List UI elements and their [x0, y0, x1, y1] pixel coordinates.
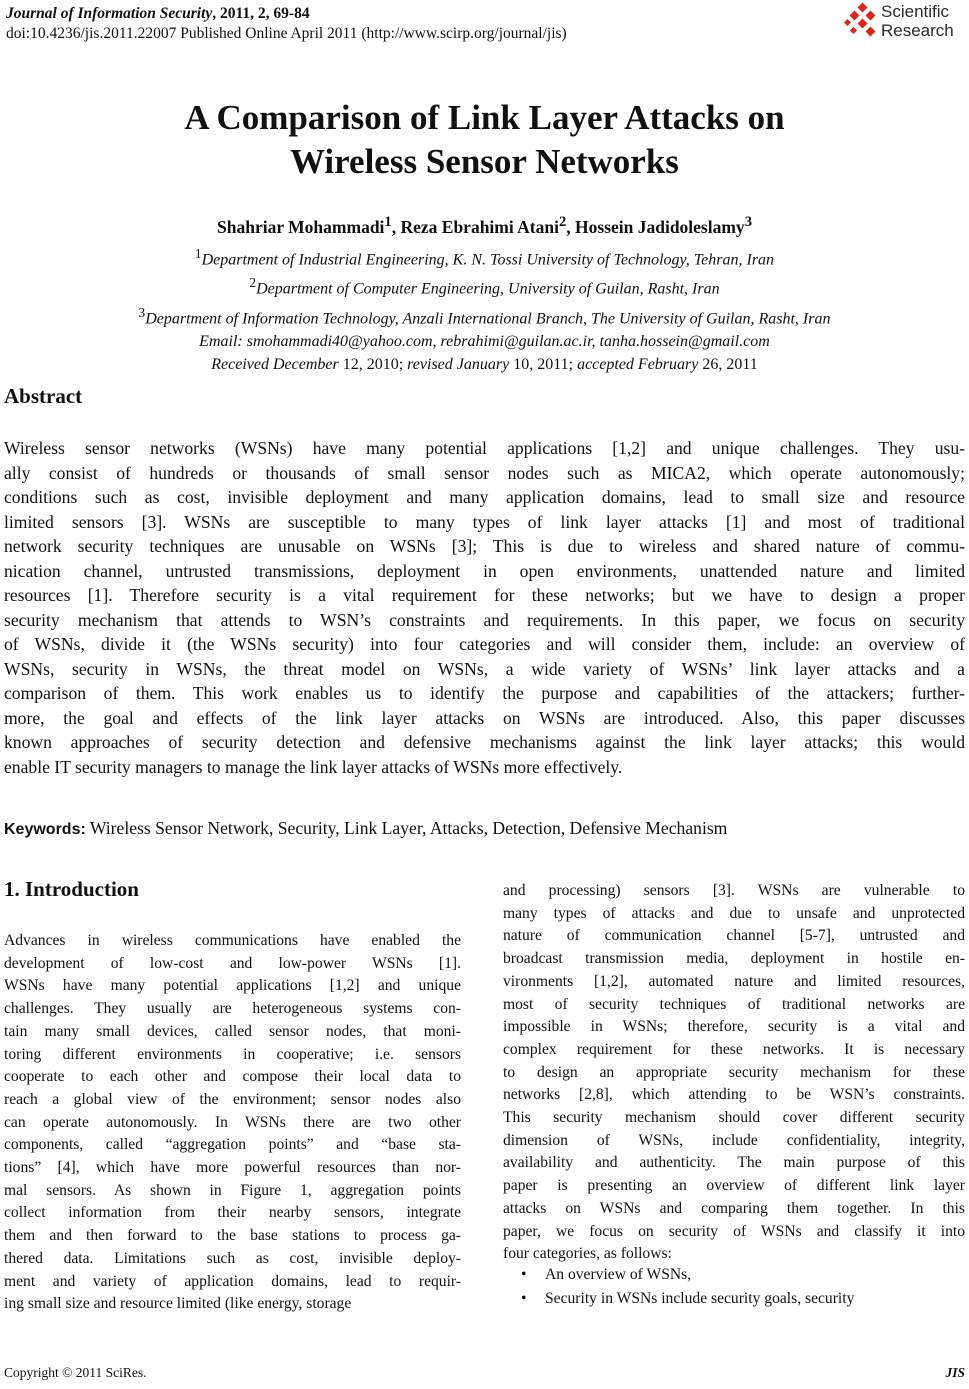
text-line: broadcast transmission media, deployment in hostile en- — [503, 950, 965, 968]
text-line: ing small size and resource limited (like energy, storage — [4, 1295, 352, 1313]
text-line: WSNs, security in WSNs, the threat model on WSNs, a wide variety of WSNs’ link layer attacks and a — [4, 658, 965, 679]
doi-line: doi:10.4236/jis.2011.22007 Published Online April 2011 (http://www.scirp.org/journal/jis) — [6, 25, 567, 42]
affiliations — [0, 242, 969, 376]
author-name: Reza Ebrahimi Atani — [400, 216, 559, 237]
text-line: security mechanism that attends to WSN’s constraints and requirements. In this paper, we focus on security — [4, 609, 965, 630]
text-line: vironments [1,2], automated nature and limited resources, — [503, 972, 965, 990]
footer-copyright: Copyright © 2011 SciRes. — [4, 1365, 147, 1380]
text-line: enable IT security managers to manage the link layer attacks of WSNs more effectively. — [4, 756, 623, 777]
journal-header — [6, 4, 567, 44]
text-line: more, the goal and effects of the link layer attacks on WSNs are introduced. Also, this paper discusses — [4, 707, 965, 728]
text-line: ment and variety of application domains, lead to requir- — [4, 1272, 461, 1290]
text-line: collect information from their nearby sensors, integrate — [4, 1204, 461, 1222]
text-line: most of security techniques of traditional networks are — [503, 995, 965, 1013]
abstract-body — [4, 436, 965, 779]
received-line: Received December 12, 2010; revised January 10, 2011; accepted February 26, 2011 — [211, 355, 758, 373]
text-line: paper is presenting an overview of different link layer — [503, 1177, 965, 1195]
affiliation: $^3$Department of Information Technology, Anzali International Branch, The University of Guilan, Rasht, Iran — [138, 304, 831, 327]
text-line: limited sensors [3]. WSNs are susceptible to many types of link layer attacks [1] and most of traditional — [4, 511, 965, 532]
text-line: resources [1]. Therefore security is a vital requirement for these networks; but we have to design a proper — [4, 585, 965, 605]
text-line: reach a global view of the environment; sensor nodes also — [4, 1090, 461, 1108]
text-line: mal sensors. As shown in Figure 1, aggregation points — [4, 1181, 461, 1199]
text-line: can operate autonomously. In WSNs there are two other — [4, 1113, 461, 1131]
bullet-icon: • — [521, 1290, 527, 1307]
text-line: WSNs have many potential applications [1,2] and unique — [4, 977, 461, 995]
text-line: Advances in wireless communications have enabled the — [4, 932, 461, 949]
text-line: attacks on WSNs and comparing them together. In this — [503, 1199, 965, 1217]
author-list: Shahriar Mohammadi$^1$, Reza Ebrahimi Atani$^2$, Hossein Jadidoleslamy$^3$ — [217, 214, 752, 237]
journal-name: Journal of Information Security — [6, 5, 213, 22]
text-line: them and then forward to the base stations to process ga- — [4, 1227, 461, 1245]
text-line: nature of communication channel [5-7], untrusted and — [503, 927, 965, 945]
text-line: Wireless sensor networks (WSNs) have many potential applications [1,2] and unique challenges. They usu- — [4, 438, 965, 458]
text-line: networks [2,8], which attending to be WSN’s constraints. — [503, 1086, 965, 1104]
text-line: conditions such as cost, invisible deployment and many application domains, lead to small size and resource — [4, 487, 965, 507]
logo-mark-icon — [844, 2, 880, 42]
email-line: Email: smohammadi40@yahoo.com, rebrahimi@guilan.ac.ir, tanha.hossein@gmail.com — [199, 332, 770, 350]
text-line: dimension of WSNs, include confidentiality, integrity, — [503, 1131, 965, 1149]
paper-page: Journal of Information Security, 2011, 2, 69-84 doi:10.4236/jis.2011.22007 Published Online April 2011 (http://www.scirp.org/journal/jis) Scientific Research A Comparison of Link Layer Attacks on Wireless Sensor Networks Shahriar Mohammadi$^1$, Reza Ebrahimi Atani$^2$, Hossein Jadidoleslamy$^3$ $^1$Department of Industrial Engineering, K. N. Tossi University of Technology, Tehran, Iran $^2$Department of Computer Engineering, University of Guilan, Rasht, Iran $^3$Department of Information Technology, Anzali International Branch, The University of Guilan, Rasht, Iran Email: smohammadi40@yahoo.com, rebrahimi@guilan.ac.ir, tanha.hossein@gmail.com Received December 12, 2010; revised January 10, 2011; accepted February 26, 2011 Abstract Wireless sensor networks (WSNs) have many potential applications [1,2] and unique challenges. They usu- ally consist of hundreds or thousands of small sensor nodes such as MICA2, which operate autonomously; conditions such as cost, invisible deployment and many application domains, lead to small size and resource limited sensors [3]. WSNs are susceptible to many types of link layer attacks [1] and most of traditional network security techniques are unusable on WSNs [3]; This is due to wireless and shared nature of commu- nication channel, untrusted transmissions, deployment in open environments, unattended nature and limited resources [1]. Therefore security is a vital requirement for these networks; but we have to design a proper security mechanism that attends to WSN’s constraints and requirements. In this paper, we focus on security of WSNs, divide it (the WSNs security) into four categories and will consider them, include: an overview of WSNs, security in WSNs, the threat model on WSNs, a wide variety of WSNs’ link layer attacks and a comparison of them. This work enables us to identify the purpose and capabilities of the attackers; further- more, the goal and effects of the link layer attacks on WSNs are introduced. Also, this paper discusses known approaches of security detection and defensive mechanisms against the link layer attacks; this would enable IT security managers to manage the link layer attacks of WSNs more effectively. Keywords: Wireless Sensor Network, Security, Link Layer, Attacks, Detection, Defensive Mechanism 1. Introduction Advances in wireless communications have enabled the development of low-cost and low-power WSNs [1]. WSNs have many potential applications [1,2] and unique challenges. They usually are heterogeneous systems con- tain many small devices, called sensor nodes, that moni- toring different environments in cooperative; i.e. sensors cooperate to each other and compose their local data to reach a global view of the environment; sensor nodes also can operate autonomously. In WSNs there are two other components, called “aggregation points” and “base sta- tions” [4], which have more powerful resources than nor- mal sensors. As shown in Figure 1, aggregation points collect information from their nearby sensors, integrate them and then forward to the base stations to process ga- thered data. Limitations such as cost, invisible deploy- ment and variety of application domains, lead to requir- ing small size and resource limited (like energy, storage and processing) sensors [3]. WSNs are vulnerable to many types of attacks and due to unsafe and unprotected nature of communication channel [5-7], untrusted and broadcast transmission media, deployment in hostile en- vironments [1,2], automated nature and limited resources, most of security techniques of traditional networks are impossible in WSNs; therefore, security is a vital and complex requirement for these networks. It is necessary to design an appropriate security mechanism for these networks [2,8], which attending to be WSN’s constraints. This security mechanism should cover different security dimension of WSNs, include confidentiality, integrity, availability and authenticity. The main purpose of this paper is presenting an overview of different link layer attacks on WSNs and comparing them together. In this paper, we focus on security of WSNs and classify it into four categories, as follows: • An overview of WSNs, • Security in WSNs include security goals, security Copyright © 2011 SciRes. JIS — [0, 0, 969, 1389]
text-line: ally consist of hundreds or thousands of small sensor nodes such as MICA2, which operate autonomously; — [4, 462, 965, 483]
intro-heading: 1. Introduction — [4, 877, 139, 901]
intro-left-column — [4, 930, 461, 1316]
text-line: thered data. Limitations such as cost, invisible deploy- — [4, 1249, 461, 1267]
paper-title: A Comparison of Link Layer Attacks on Wireless Sensor Networks — [184, 98, 785, 181]
text-line: availability and authenticity. The main purpose of this — [503, 1154, 965, 1172]
text-line: comparison of them. This work enables us to identify the purpose and capabilities of the attackers; further- — [4, 683, 965, 703]
journal-volume: , 2011, 2, 69-84 — [212, 5, 310, 22]
logo-text: Scientific Research — [881, 2, 954, 40]
footer-journal-abbr: JIS — [945, 1365, 965, 1380]
text-line: known approaches of security detection and defensive mechanisms against the link layer attacks; this would — [4, 732, 965, 752]
text-line: challenges. They usually are heterogeneous systems con- — [4, 1000, 461, 1018]
keywords: Keywords: Wireless Sensor Network, Security, Link Layer, Attacks, Detection, Defensive Mechanism — [4, 818, 728, 838]
text-line: four categories, as follows: — [503, 1245, 672, 1263]
text-line: tions” [4], which have more powerful resources than nor- — [4, 1159, 461, 1177]
text-line: many types of attacks and due to unsafe and unprotected — [503, 904, 965, 922]
intro-right-column — [503, 880, 965, 1266]
text-line: cooperate to each other and compose their local data to — [4, 1068, 461, 1086]
author-name: Hossein Jadidoleslamy — [575, 216, 745, 237]
text-line: components, called “aggregation points” and “base sta- — [4, 1136, 461, 1154]
text-line: This security mechanism should cover different security — [503, 1109, 965, 1127]
text-line: and processing) sensors [3]. WSNs are vulnerable to — [503, 882, 965, 899]
affiliation: $^1$Department of Industrial Engineering, K. N. Tossi University of Technology, Tehran, Iran — [194, 246, 775, 269]
text-line: nication channel, untrusted transmissions, deployment in open environments, unattended nature and limited — [4, 560, 965, 581]
text-line: tain many small devices, called sensor nodes, that moni- — [4, 1022, 461, 1040]
text-line: of WSNs, divide it (the WSNs security) into four categories and will consider them, include: an overview of — [4, 634, 965, 654]
text-line: network security techniques are unusable on WSNs [3]; This is due to wireless and shared nature of commu- — [4, 536, 965, 556]
bullet-icon: • — [521, 1266, 527, 1283]
affiliation: $^2$Department of Computer Engineering, University of Guilan, Rasht, Iran — [249, 275, 720, 298]
text-line: impossible in WSNs; therefore, security is a vital and — [503, 1018, 965, 1036]
abstract-heading: Abstract — [4, 384, 83, 408]
text-line: development of low-cost and low-power WSNs [1]. — [4, 954, 461, 972]
publisher-logo — [844, 2, 966, 42]
author-name: Shahriar Mohammadi — [217, 216, 385, 237]
text-line: to design an appropriate security mechanism for these — [503, 1063, 965, 1081]
text-line: complex requirement for these networks. It is necessary — [503, 1040, 965, 1058]
text-line: paper, we focus on security of WSNs and classify it into — [503, 1222, 965, 1240]
text-line: toring different environments in cooperative; i.e. sensors — [4, 1045, 461, 1063]
